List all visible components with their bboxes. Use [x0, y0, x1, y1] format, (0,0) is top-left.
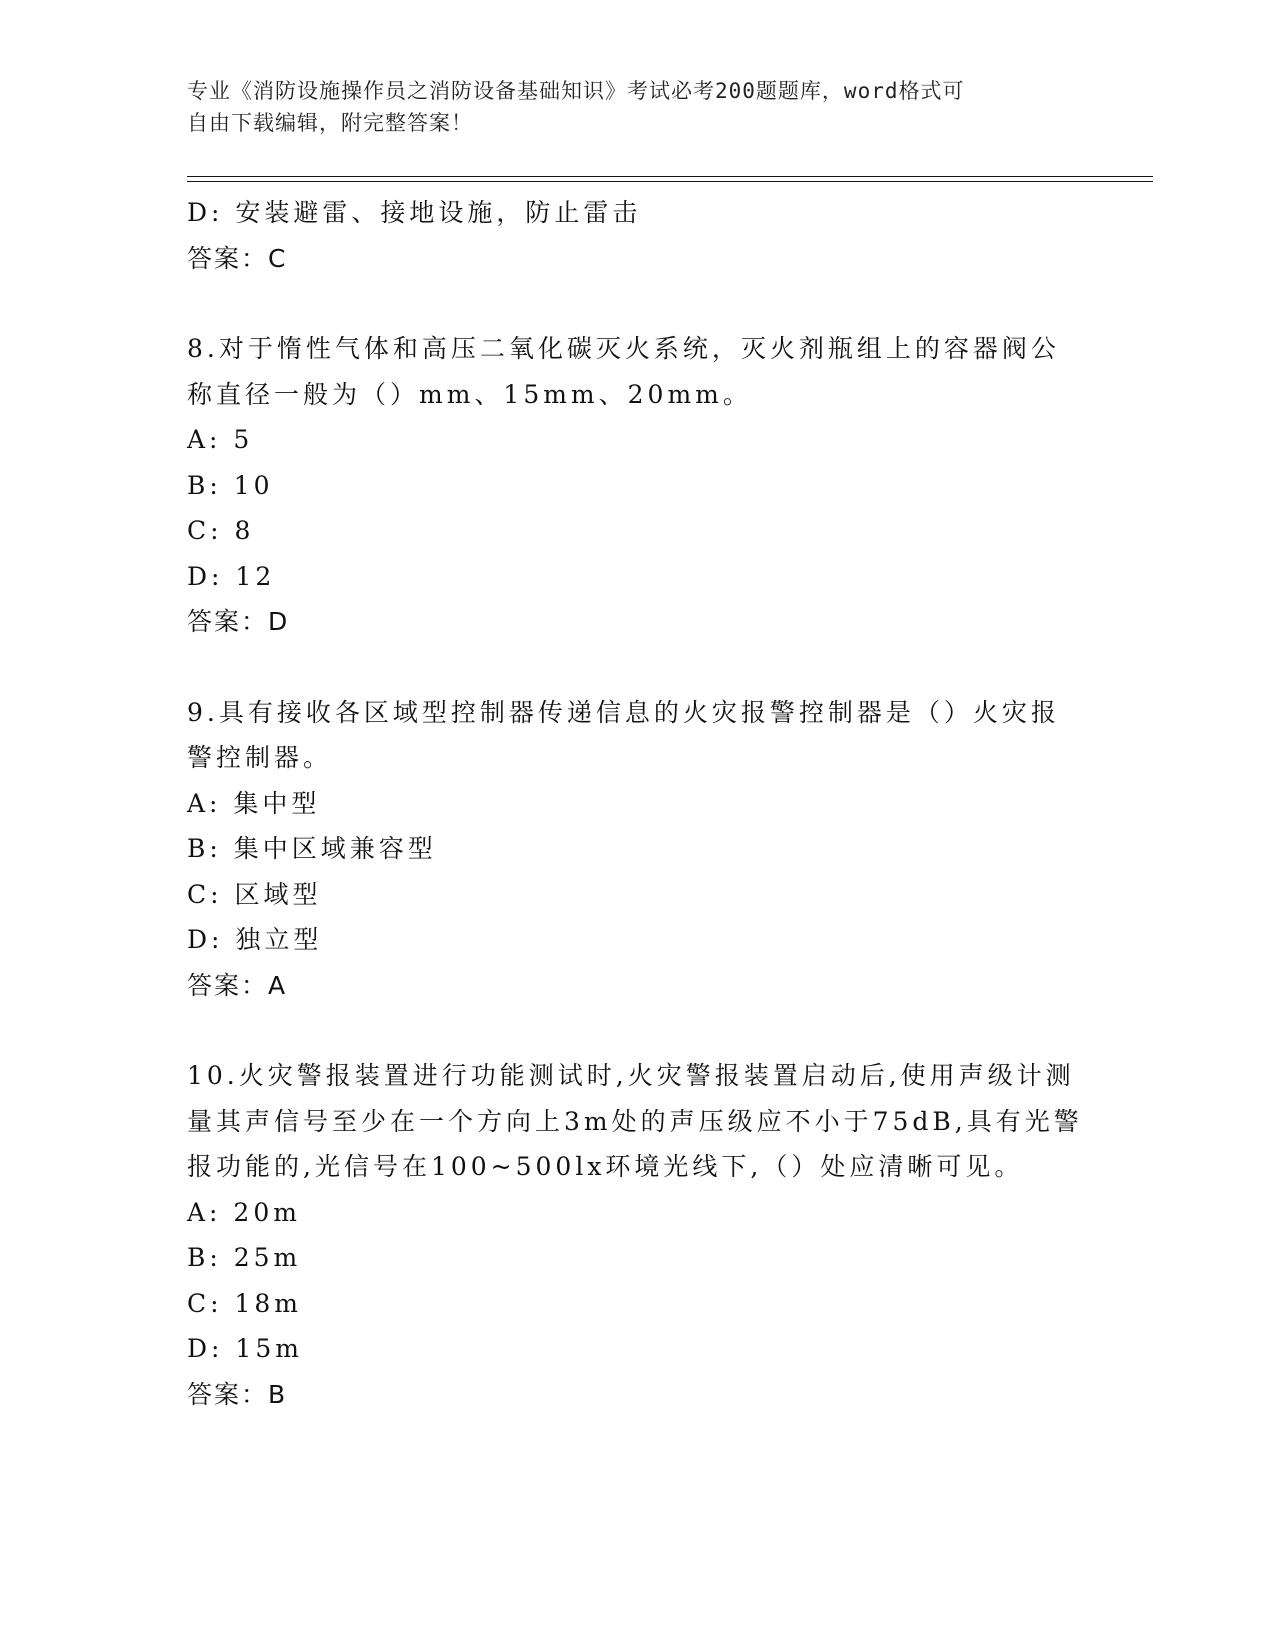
question-text-line: 量其声信号至少在一个方向上3m处的声压级应不小于75dB,具有光警 — [187, 1106, 1083, 1136]
answer-line: 答案：A — [187, 970, 288, 1000]
question-text-line: 报功能的,光信号在100~500lx环境光线下,（）处应清晰可见。 — [187, 1152, 1024, 1181]
option-c: C: 区域型 — [187, 879, 322, 909]
answer-line: 答案：B — [187, 1379, 288, 1409]
option-a: A: 5 — [187, 425, 254, 454]
option-b: B: 10 — [187, 470, 274, 500]
option-b: B: 25m — [187, 1243, 302, 1272]
header-divider-top — [187, 176, 1153, 177]
question-block-10 — [187, 1053, 1087, 1417]
option-b: B: 集中区域兼容型 — [187, 834, 437, 863]
question-text-line: 警控制器。 — [187, 743, 333, 772]
question-list — [187, 190, 1087, 1462]
option-d: D: 15m — [187, 1334, 303, 1363]
option-d: D: 12 — [187, 561, 276, 591]
question-text-line: 称直径一般为（）mm、15mm、20mm。 — [187, 379, 752, 409]
question-block-9 — [187, 690, 1087, 1009]
question-block-7-tail — [187, 190, 1087, 281]
option-d: D: 安装避雷、接地设施，防止雷击 — [187, 198, 642, 227]
answer-line: 答案：D — [187, 607, 290, 636]
question-text-line: 10.火灾警报装置进行功能测试时,火灾警报装置启动后,使用声级计测 — [187, 1061, 1075, 1090]
option-c: C: 8 — [187, 516, 255, 545]
header-line-2: 自由下载编辑，附完整答案！ — [187, 111, 473, 135]
answer-line: 答案：C — [187, 243, 288, 273]
option-c: C: 18m — [187, 1288, 303, 1318]
option-d: D: 独立型 — [187, 925, 323, 954]
header-line-1: 专业《消防设施操作员之消防设备基础知识》考试必考200题题库，word格式可 — [187, 79, 965, 103]
document-header — [187, 75, 1067, 139]
header-divider-bottom — [187, 181, 1153, 182]
option-a: A: 集中型 — [187, 788, 321, 818]
question-block-8 — [187, 326, 1087, 645]
option-a: A: 20m — [187, 1197, 301, 1227]
question-text-line: 8.对于惰性气体和高压二氧化碳灭火系统，灭火剂瓶组上的容器阀公 — [187, 334, 1060, 363]
question-text-line: 9.具有接收各区域型控制器传递信息的火灾报警控制器是（）火灾报 — [187, 697, 1060, 727]
